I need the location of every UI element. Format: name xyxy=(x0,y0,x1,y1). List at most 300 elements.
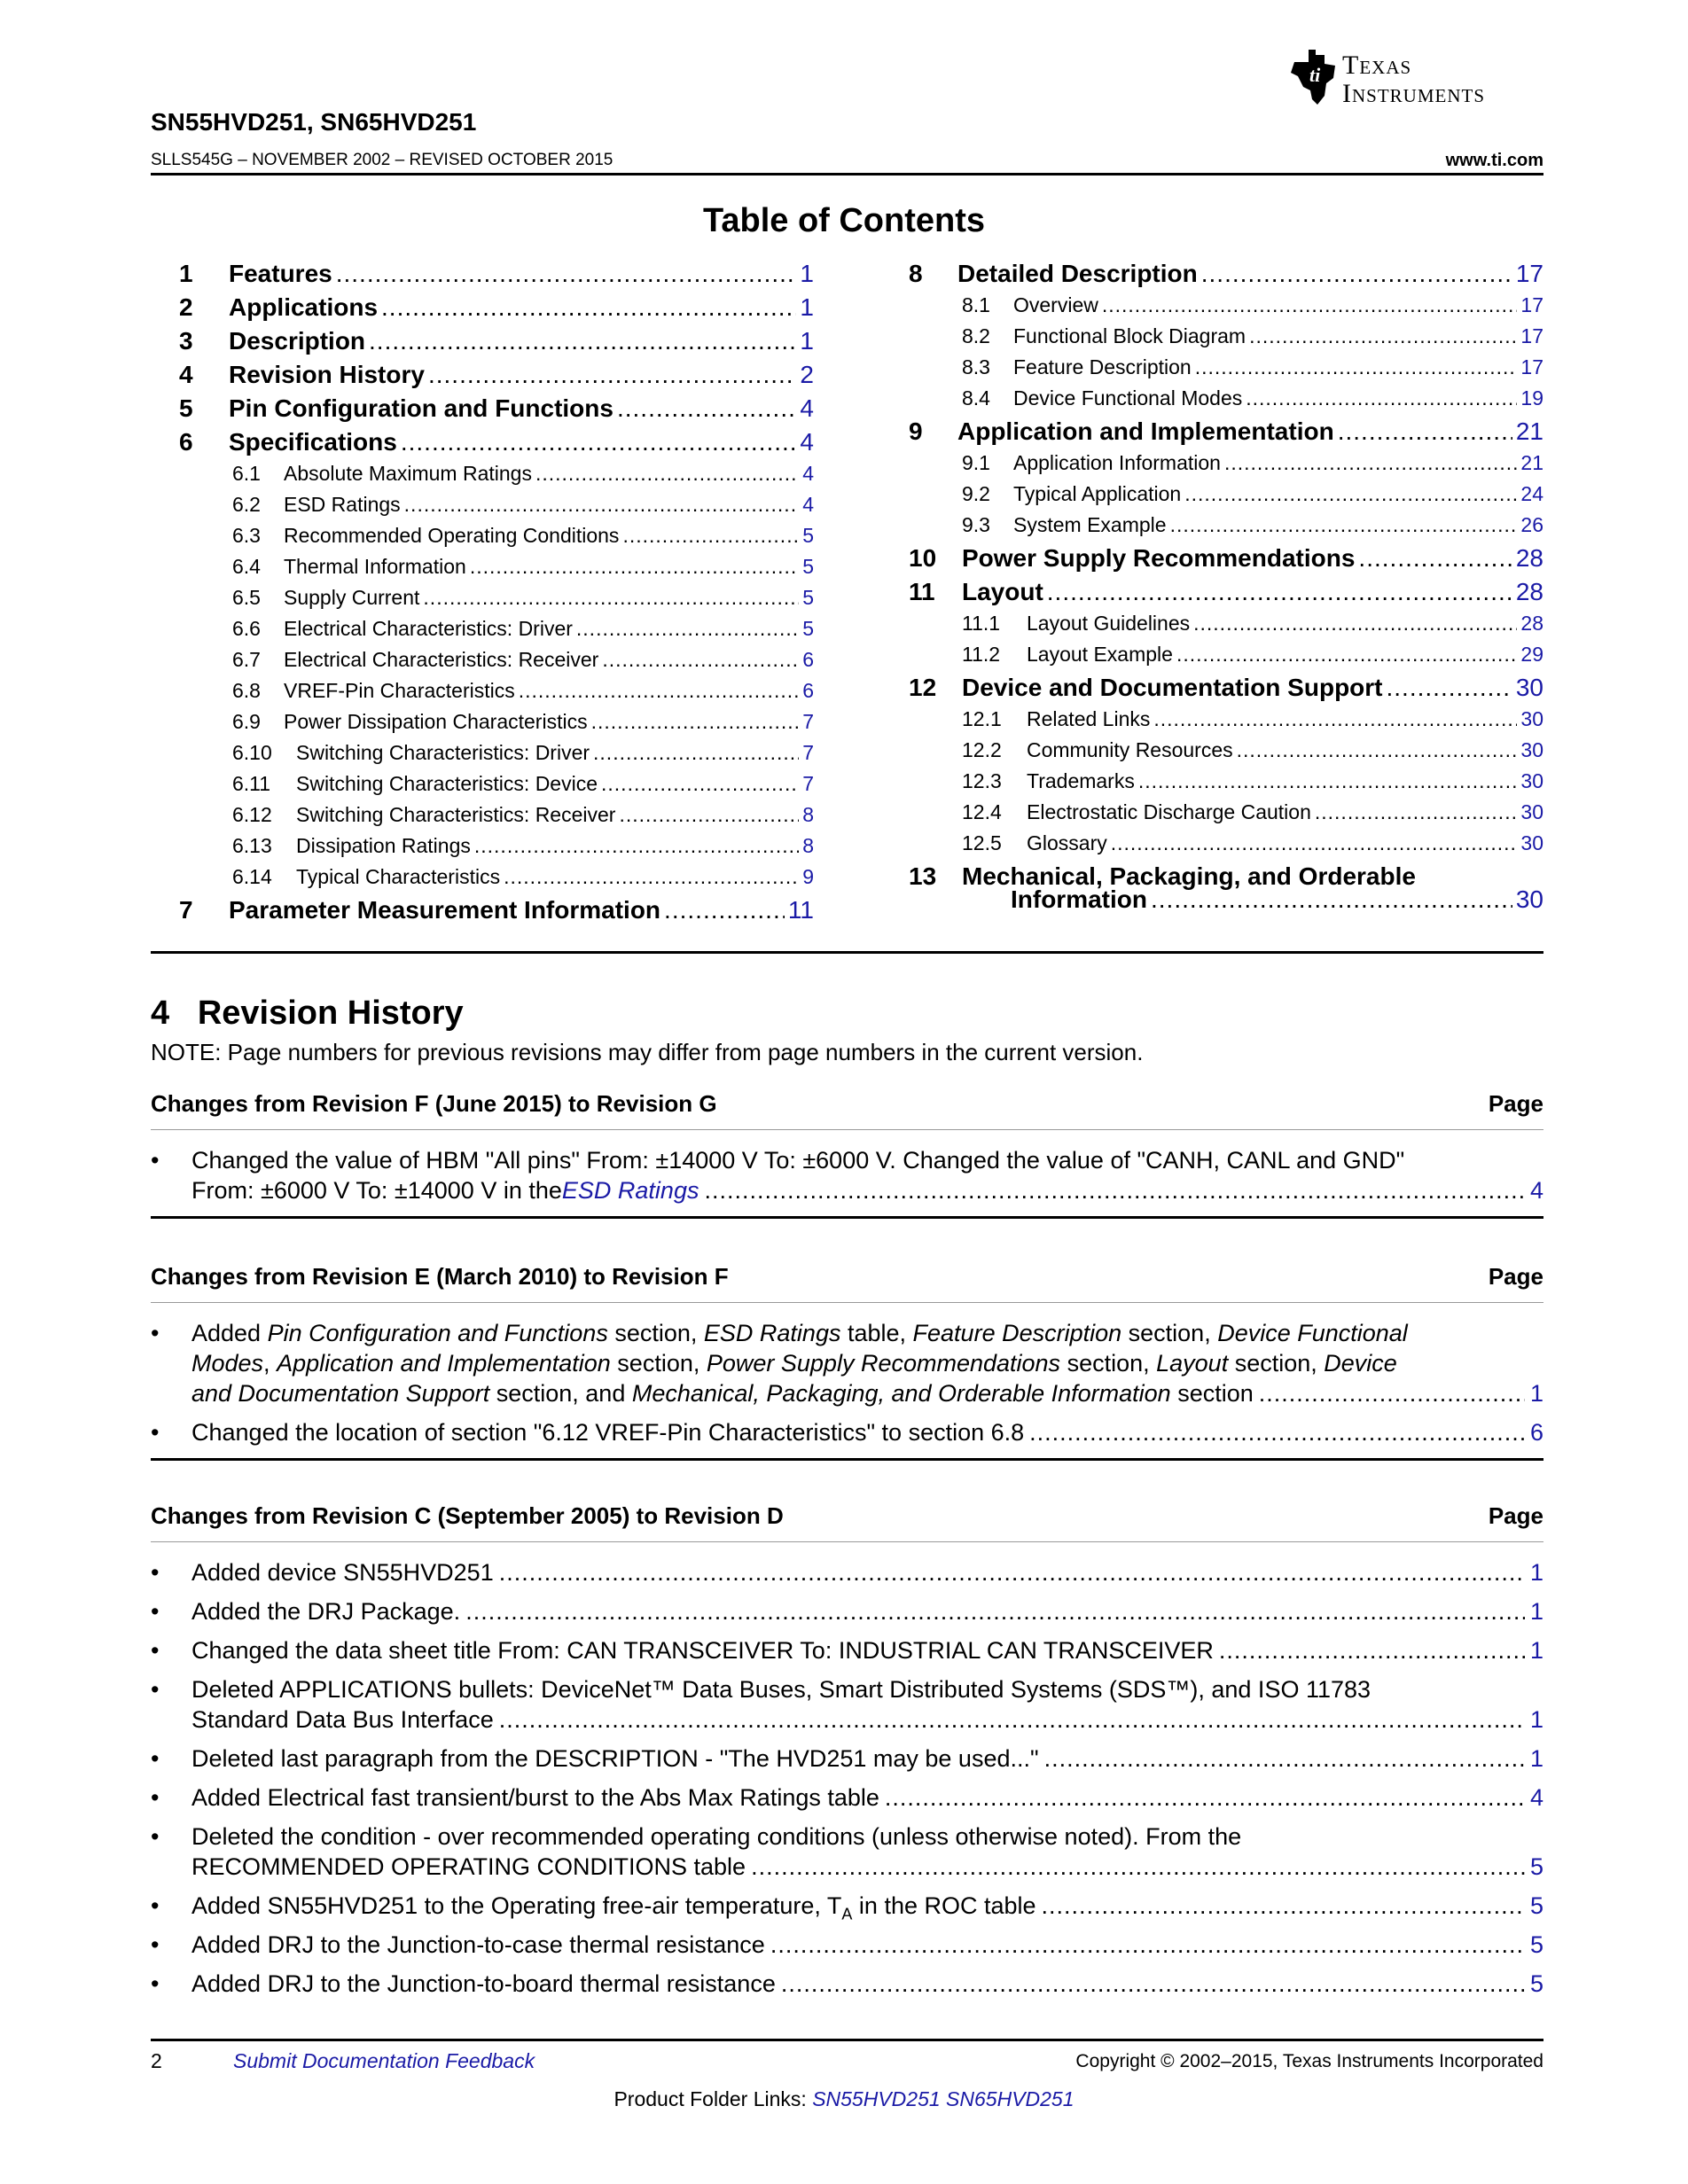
toc-entry-number: 8.2 xyxy=(962,324,990,347)
toc-entry-number: 12 xyxy=(909,674,937,701)
toc-entry[interactable] xyxy=(909,674,1543,707)
toc-leader-dots xyxy=(504,865,799,889)
toc-entry-label: Revision History xyxy=(229,361,425,388)
change-item-text xyxy=(191,1743,1543,1774)
change-page-link[interactable]: 6 xyxy=(1529,1419,1543,1446)
change-group-heading xyxy=(151,1502,1543,1530)
toc-entry-page[interactable]: 17 xyxy=(1520,355,1543,378)
page-column-header: Page xyxy=(1488,1090,1543,1117)
toc-entry-number: 6.12 xyxy=(232,803,272,826)
change-item-text xyxy=(191,1318,1543,1408)
toc-entry-number: 12.3 xyxy=(962,769,1002,792)
toc-entry[interactable] xyxy=(179,865,814,896)
toc-entry[interactable] xyxy=(179,586,814,617)
toc-leader-dots xyxy=(404,493,800,517)
bullet-mark: • xyxy=(151,1598,160,1625)
page-column-header: Page xyxy=(1488,1263,1543,1290)
change-page-link[interactable]: 1 xyxy=(1529,1559,1543,1586)
toc-entry-number: 2 xyxy=(179,293,193,321)
toc-entry-page[interactable]: 30 xyxy=(1520,831,1543,854)
bullet-mark: • xyxy=(151,1745,160,1772)
toc-leader-dots xyxy=(336,260,797,288)
change-item-line xyxy=(191,1704,1543,1735)
toc-leader-dots xyxy=(1315,800,1518,824)
submit-feedback-link[interactable]: Submit Documentation Feedback xyxy=(233,2049,535,2072)
toc-entry-label: Specifications xyxy=(229,428,397,456)
toc-entry-page[interactable]: 17 xyxy=(1520,293,1543,316)
toc-entry[interactable] xyxy=(909,643,1543,674)
change-text: Changed the value of HBM "All pins" From: ±14000 V To: ±6000 V. Changed the value of "CANH, CANL and GND" xyxy=(191,1147,1405,1174)
toc-entry[interactable] xyxy=(909,355,1543,386)
toc-entry-label: Typical Characteristics xyxy=(296,865,501,888)
toc-entry-label: Electrical Characteristics: Driver xyxy=(284,617,573,640)
change-text: and Documentation Support section, and Mechanical, Packaging, and Orderable Information section xyxy=(191,1380,1254,1407)
toc-entry-page[interactable]: 9 xyxy=(802,865,814,888)
toc-entry-number: 12.4 xyxy=(962,800,1002,823)
esd-ratings-link[interactable]: ESD Ratings xyxy=(561,1177,699,1204)
product-link-sn65[interactable]: SN65HVD251 xyxy=(946,2087,1075,2110)
toc-entry-number: 3 xyxy=(179,327,193,355)
page-number: 2 xyxy=(151,2049,162,2072)
leader-dots xyxy=(704,1175,1525,1205)
toc-entry-number: 12.1 xyxy=(962,707,1002,730)
copyright: Copyright © 2002–2015, Texas Instruments Incorporated xyxy=(1075,2051,1543,2071)
toc-entry[interactable] xyxy=(179,741,814,772)
toc-entry-page[interactable]: 6 xyxy=(802,679,814,702)
toc-entry-label: Overview xyxy=(1013,293,1098,316)
bullet-mark: • xyxy=(151,1147,160,1174)
toc-entry-page[interactable]: 1 xyxy=(800,327,814,355)
toc-entry-page[interactable]: 28 xyxy=(1515,578,1543,605)
toc-entry-number: 9 xyxy=(909,417,923,445)
toc-entry-page[interactable]: 28 xyxy=(1515,544,1543,572)
toc-leader-dots xyxy=(1151,885,1512,914)
bullet-mark: • xyxy=(151,1559,160,1586)
toc-entry-label: Parameter Measurement Information xyxy=(229,896,661,924)
toc-leader-dots xyxy=(622,524,799,548)
toc-entry-number: 9.2 xyxy=(962,482,990,505)
toc-entry[interactable] xyxy=(179,394,814,428)
change-text: Added SN55HVD251 to the Operating free-air temperature, $T_A$ in the ROC table xyxy=(191,1892,1036,1923)
change-item-text xyxy=(191,1557,1543,1587)
change-group-heading xyxy=(151,1263,1543,1291)
toc-entry[interactable] xyxy=(909,769,1543,800)
change-page-link[interactable]: 5 xyxy=(1529,1853,1543,1880)
toc-entry-page[interactable]: 4 xyxy=(800,428,814,456)
toc-entry-page[interactable]: 5 xyxy=(802,555,814,578)
change-page-link[interactable]: 1 xyxy=(1529,1706,1543,1733)
change-item-line xyxy=(191,1175,1543,1205)
change-page-link[interactable]: 1 xyxy=(1529,1745,1543,1772)
toc-entry-page[interactable]: 30 xyxy=(1520,769,1543,792)
change-page-link[interactable]: 1 xyxy=(1529,1380,1543,1407)
bullet-mark: • xyxy=(151,1784,160,1811)
toc-entry-label: Supply Current xyxy=(284,586,420,609)
toc-entry[interactable] xyxy=(179,493,814,524)
change-text: Modes, Application and Implementation section, Power Supply Recommendations section, Layout section, Device xyxy=(191,1350,1397,1377)
leader-dots xyxy=(465,1596,1525,1626)
toc-leader-dots xyxy=(1170,513,1518,537)
toc-entry[interactable] xyxy=(909,260,1543,293)
toc-entry-number: 6.3 xyxy=(232,524,261,547)
toc-entry-label: Information xyxy=(1011,885,1147,913)
toc-entry[interactable] xyxy=(179,555,814,586)
toc-entry-label: Mechanical, Packaging, and Orderable xyxy=(962,862,1416,890)
toc-entry-number: 9.3 xyxy=(962,513,990,536)
toc-entry-page[interactable]: 30 xyxy=(1515,885,1543,913)
change-item-text xyxy=(191,1635,1543,1665)
change-item-text xyxy=(191,1596,1543,1626)
toc-entry-label: VREF-Pin Characteristics xyxy=(284,679,515,702)
bullet-mark: • xyxy=(151,1637,160,1664)
toc-entry-page[interactable]: 17 xyxy=(1515,260,1543,287)
toc-entry-number: 6.8 xyxy=(232,679,261,702)
change-item-line xyxy=(191,1969,1543,1999)
toc-entry[interactable] xyxy=(909,800,1543,831)
toc-entry-page[interactable]: 19 xyxy=(1520,386,1543,410)
toc-entry-label: Description xyxy=(229,327,366,355)
toc-entry[interactable] xyxy=(179,524,814,555)
toc-entry[interactable] xyxy=(179,428,814,462)
change-page-link[interactable]: 4 xyxy=(1529,1177,1543,1204)
product-folder-links: Product Folder Links: SN55HVD251 SN65HVD251 xyxy=(613,2087,1075,2110)
toc-entry[interactable] xyxy=(909,451,1543,482)
toc-entry-number: 12.2 xyxy=(962,738,1002,761)
toc-entry-label: Feature Description xyxy=(1013,355,1192,378)
toc-entry[interactable] xyxy=(179,896,814,930)
leader-dots xyxy=(1219,1635,1525,1665)
toc-entry-page[interactable]: 21 xyxy=(1520,451,1543,474)
change-item-line xyxy=(191,1674,1543,1704)
toc-entry[interactable] xyxy=(909,417,1543,451)
toc-entry-page[interactable]: 11 xyxy=(787,896,814,924)
toc-leader-dots xyxy=(401,428,797,456)
leader-dots xyxy=(1029,1417,1525,1447)
toc-leader-dots xyxy=(1153,707,1517,731)
toc-entry[interactable] xyxy=(179,327,814,361)
toc-entry[interactable] xyxy=(179,679,814,710)
toc-leader-dots xyxy=(1224,451,1517,475)
toc-leader-dots xyxy=(576,617,799,641)
toc-leader-dots xyxy=(470,555,799,579)
change-text: Changed the location of section "6.12 VREF-Pin Characteristics" to section 6.8 xyxy=(191,1419,1025,1446)
bullet-mark: • xyxy=(151,1892,160,1919)
toc-right-column xyxy=(909,260,1543,919)
toc-entry[interactable] xyxy=(179,834,814,865)
change-page-link[interactable]: 1 xyxy=(1529,1637,1543,1664)
toc-entry-number: 13 xyxy=(909,862,937,890)
toc-entry-label: Absolute Maximum Ratings xyxy=(284,462,532,485)
toc-entry[interactable] xyxy=(909,578,1543,612)
ti-url-link[interactable]: www.ti.com xyxy=(1445,151,1543,170)
toc-entry-label: Community Resources xyxy=(1027,738,1233,761)
change-text: Added DRJ to the Junction-to-case thermal resistance xyxy=(191,1931,765,1958)
toc-entry[interactable] xyxy=(179,617,814,648)
toc-left-column xyxy=(179,260,814,930)
toc-entry-page[interactable]: 26 xyxy=(1520,513,1543,536)
toc-entry-number: 6.2 xyxy=(232,493,261,516)
ti-logo xyxy=(1286,46,1547,113)
toc-entry[interactable] xyxy=(909,738,1543,769)
toc-entry-label: Device and Documentation Support xyxy=(962,674,1383,701)
toc-entry-page[interactable]: 17 xyxy=(1520,324,1543,347)
change-page-link[interactable]: 5 xyxy=(1529,1931,1543,1958)
toc-leader-dots xyxy=(1338,417,1512,446)
toc-leader-dots xyxy=(1111,831,1518,855)
change-text: Added device SN55HVD251 xyxy=(191,1559,494,1586)
toc-entry-page[interactable]: 5 xyxy=(802,586,814,609)
change-text: Added DRJ to the Junction-to-board thermal resistance xyxy=(191,1970,776,1997)
toc-entry-number: 6.14 xyxy=(232,865,272,888)
change-text: Deleted APPLICATIONS bullets: DeviceNet™ Data Buses, Smart Distributed Systems (SDS™), and ISO 11783 xyxy=(191,1676,1372,1703)
toc-leader-dots xyxy=(1358,544,1512,573)
toc-entry-label: Glossary xyxy=(1027,831,1107,854)
toc-entry-page[interactable]: 8 xyxy=(802,834,814,857)
toc-entry[interactable] xyxy=(909,293,1543,324)
toc-leader-dots xyxy=(474,834,799,858)
toc-entry[interactable] xyxy=(909,612,1543,643)
leader-dots xyxy=(885,1782,1525,1813)
toc-leader-dots xyxy=(1195,355,1518,379)
toc-entry-label: Related Links xyxy=(1027,707,1151,730)
change-item-text xyxy=(191,1821,1543,1882)
toc-entry-label: Electrostatic Discharge Caution xyxy=(1027,800,1311,823)
toc-entry-number: 6.11 xyxy=(232,772,271,795)
toc-leader-dots xyxy=(381,293,796,322)
toc-leader-dots xyxy=(535,462,799,486)
toc-entry-label: Recommended Operating Conditions xyxy=(284,524,620,547)
svg-text:ti: ti xyxy=(1309,64,1321,86)
bullet-mark: • xyxy=(151,1823,160,1850)
toc-entry-label: Detailed Description xyxy=(957,260,1198,287)
leader-dots xyxy=(781,1969,1525,1999)
toc-entry-page[interactable]: 7 xyxy=(802,772,814,795)
toc-entry[interactable] xyxy=(909,324,1543,355)
change-text: Standard Data Bus Interface xyxy=(191,1706,494,1733)
toc-entry-number: 12.5 xyxy=(962,831,1002,854)
change-item-line xyxy=(191,1782,1543,1813)
toc-entry-page[interactable]: 4 xyxy=(800,394,814,422)
change-item-line xyxy=(191,1557,1543,1587)
toc-entry-page[interactable]: 6 xyxy=(802,648,814,671)
toc-leader-dots xyxy=(619,803,799,827)
toc-leader-dots xyxy=(664,896,785,924)
toc-entry-number: 8.1 xyxy=(962,293,990,316)
toc-entry-number: 4 xyxy=(179,361,193,388)
change-page-link[interactable]: 1 xyxy=(1529,1598,1543,1625)
toc-entry-number: 8.3 xyxy=(962,355,990,378)
toc-entry-number: 11.1 xyxy=(962,612,1001,635)
change-item-text xyxy=(191,1145,1543,1205)
change-page-link[interactable]: 5 xyxy=(1529,1892,1543,1919)
change-item-line xyxy=(191,1348,1543,1378)
toc-entry-page[interactable]: 30 xyxy=(1515,674,1543,701)
toc-entry-label: Switching Characteristics: Receiver xyxy=(296,803,616,826)
toc-leader-dots xyxy=(428,361,796,389)
toc-entry-page[interactable]: 24 xyxy=(1520,482,1543,505)
toc-entry[interactable] xyxy=(909,386,1543,417)
ti-logo-icon xyxy=(1286,46,1339,110)
change-item-line xyxy=(191,1596,1543,1626)
toc-entry[interactable] xyxy=(179,462,814,493)
toc-entry[interactable] xyxy=(179,803,814,834)
toc-leader-dots xyxy=(369,327,796,355)
toc-entry-label: Applications xyxy=(229,293,379,321)
change-page-link[interactable]: 4 xyxy=(1529,1784,1543,1811)
toc-entry-number: 8 xyxy=(909,260,923,287)
leader-dots xyxy=(1044,1743,1525,1774)
toc-leader-dots xyxy=(1249,324,1517,348)
toc-entry-label: Layout xyxy=(962,578,1043,605)
product-link-sn55[interactable]: SN55HVD251 xyxy=(812,2087,941,2110)
toc-entry[interactable] xyxy=(909,482,1543,513)
change-text: RECOMMENDED OPERATING CONDITIONS table xyxy=(191,1853,746,1880)
toc-entry-label: Layout Guidelines xyxy=(1027,612,1191,635)
part-numbers: SN55HVD251, SN65HVD251 xyxy=(151,108,477,136)
toc-entry-page[interactable]: 1 xyxy=(800,293,814,321)
toc-entry-page[interactable]: 5 xyxy=(802,524,814,547)
toc-entry-label: Switching Characteristics: Device xyxy=(296,772,598,795)
change-text: Added Pin Configuration and Functions section, ESD Ratings table, Feature Description section, Device Functional xyxy=(191,1320,1408,1346)
toc-leader-dots xyxy=(593,741,799,765)
toc-entry-label: Power Dissipation Characteristics xyxy=(284,710,588,733)
change-group-end-rule xyxy=(151,1458,1543,1461)
toc-leader-dots xyxy=(1047,578,1512,606)
toc-entry[interactable] xyxy=(179,293,814,327)
toc-entry-label: Electrical Characteristics: Receiver xyxy=(284,648,599,671)
toc-entry-label: Application Information xyxy=(1013,451,1221,474)
toc-entry[interactable] xyxy=(909,513,1543,544)
toc-entry-page[interactable]: 30 xyxy=(1520,707,1543,730)
toc-entry-page[interactable]: 1 xyxy=(800,260,814,287)
toc-entry-page[interactable]: 30 xyxy=(1520,800,1543,823)
change-item-text xyxy=(191,1674,1543,1735)
change-text: From: ±6000 V To: ±14000 V in the xyxy=(191,1177,562,1204)
toc-entry-number: 6.6 xyxy=(232,617,261,640)
toc-entry-label: Pin Configuration and Functions xyxy=(229,394,613,422)
toc-entry-page[interactable]: 7 xyxy=(802,710,814,733)
leader-dots xyxy=(1042,1891,1525,1921)
toc-entry-label: Power Supply Recommendations xyxy=(962,544,1356,572)
toc-leader-dots xyxy=(602,648,799,672)
toc-entry-label: Features xyxy=(229,260,332,287)
toc-entry-number: 6.5 xyxy=(232,586,261,609)
toc-entry-page[interactable]: 4 xyxy=(802,493,814,516)
change-item-line xyxy=(191,1821,1543,1852)
toc-entry-page[interactable]: 28 xyxy=(1520,612,1543,635)
toc-entry-number: 6.9 xyxy=(232,710,261,733)
toc-entry[interactable] xyxy=(179,260,814,293)
toc-entry-label: Device Functional Modes xyxy=(1013,386,1243,410)
bullet-mark: • xyxy=(151,1970,160,1997)
toc-entry-number: 6.4 xyxy=(232,555,261,578)
bullet-mark: • xyxy=(151,1931,160,1958)
toc-entry-label: Dissipation Ratings xyxy=(296,834,471,857)
toc-entry-number: 6.10 xyxy=(232,741,272,764)
toc-entry[interactable] xyxy=(179,772,814,803)
document-id: SLLS545G – NOVEMBER 2002 – REVISED OCTOBER 2015 xyxy=(151,151,613,169)
toc-entry-label: Layout Example xyxy=(1027,643,1173,666)
toc-leader-dots xyxy=(591,710,800,734)
toc-entry-page[interactable]: 21 xyxy=(1515,417,1543,445)
revision-history-heading: 4 Revision History xyxy=(151,994,464,1032)
toc-leader-dots xyxy=(1387,674,1512,702)
toc-entry-number: 9.1 xyxy=(962,451,990,474)
change-group-rule xyxy=(151,1541,1543,1542)
toc-entry-number: 11 xyxy=(909,578,935,605)
change-item-line xyxy=(191,1852,1543,1882)
leader-dots xyxy=(751,1852,1525,1882)
toc-entry-page[interactable]: 5 xyxy=(802,617,814,640)
toc-entry[interactable] xyxy=(909,831,1543,862)
toc-leader-dots xyxy=(423,586,799,610)
toc-entry[interactable] xyxy=(179,648,814,679)
toc-leader-dots xyxy=(519,679,799,703)
bullet-mark: • xyxy=(151,1320,160,1346)
toc-entry-page[interactable]: 29 xyxy=(1520,643,1543,666)
toc-entry-number: 5 xyxy=(179,394,193,422)
leader-dots xyxy=(770,1930,1525,1960)
footer-rule xyxy=(151,2039,1543,2041)
toc-entry-page[interactable]: 30 xyxy=(1520,738,1543,761)
change-text: Deleted the condition - over recommended operating conditions (unless otherwise noted). From the xyxy=(191,1823,1242,1850)
change-item-text xyxy=(191,1417,1543,1447)
toc-leader-dots xyxy=(1246,386,1517,410)
toc-entry-label: Functional Block Diagram xyxy=(1013,324,1246,347)
toc-leader-dots xyxy=(601,772,799,796)
change-page-link[interactable]: 5 xyxy=(1529,1970,1543,1997)
change-group-title: Changes from Revision E (March 2010) to Revision F xyxy=(151,1263,729,1290)
toc-entry[interactable] xyxy=(179,710,814,741)
toc-leader-dots xyxy=(1102,293,1518,317)
change-group-end-rule xyxy=(151,1216,1543,1219)
toc-entry[interactable] xyxy=(179,361,814,394)
toc-entry[interactable] xyxy=(909,544,1543,578)
toc-entry-label: ESD Ratings xyxy=(284,493,401,516)
toc-leader-dots xyxy=(1138,769,1518,793)
change-text: Added Electrical fast transient/burst to the Abs Max Ratings table xyxy=(191,1784,879,1811)
leader-dots xyxy=(499,1704,1525,1735)
toc-entry-label: System Example xyxy=(1013,513,1167,536)
change-item-line xyxy=(191,1378,1543,1408)
toc-entry-page[interactable]: 8 xyxy=(802,803,814,826)
bullet-mark: • xyxy=(151,1676,160,1703)
header-rule xyxy=(151,173,1543,176)
change-item-line xyxy=(191,1930,1543,1960)
toc-rule xyxy=(151,951,1543,954)
toc-entry-number: 6.13 xyxy=(232,834,272,857)
revision-note: NOTE: Page numbers for previous revisions may differ from page numbers in the current version. xyxy=(151,1039,1144,1065)
change-text: Changed the data sheet title From: CAN TRANSCEIVER To: INDUSTRIAL CAN TRANSCEIVER xyxy=(191,1637,1214,1664)
change-item-text xyxy=(191,1930,1543,1960)
toc-entry-number: 6.7 xyxy=(232,648,261,671)
change-item-text xyxy=(191,1782,1543,1813)
toc-entry-page[interactable]: 7 xyxy=(802,741,814,764)
toc-entry-label: Switching Characteristics: Driver xyxy=(296,741,590,764)
toc-leader-dots xyxy=(1201,260,1512,288)
toc-leader-dots xyxy=(1193,612,1517,636)
toc-entry[interactable] xyxy=(909,707,1543,738)
toc-entry-page[interactable]: 2 xyxy=(800,361,814,388)
change-item-line xyxy=(191,1318,1543,1348)
toc-entry-page[interactable]: 4 xyxy=(802,462,814,485)
toc-entry-number: 11.2 xyxy=(962,643,1001,666)
change-item-text xyxy=(191,1891,1543,1929)
toc-entry-number: 10 xyxy=(909,544,937,572)
toc-entry-label: Application and Implementation xyxy=(957,417,1334,445)
page-column-header: Page xyxy=(1488,1502,1543,1529)
ti-logo-wordmark: Texas Instruments xyxy=(1342,51,1486,108)
